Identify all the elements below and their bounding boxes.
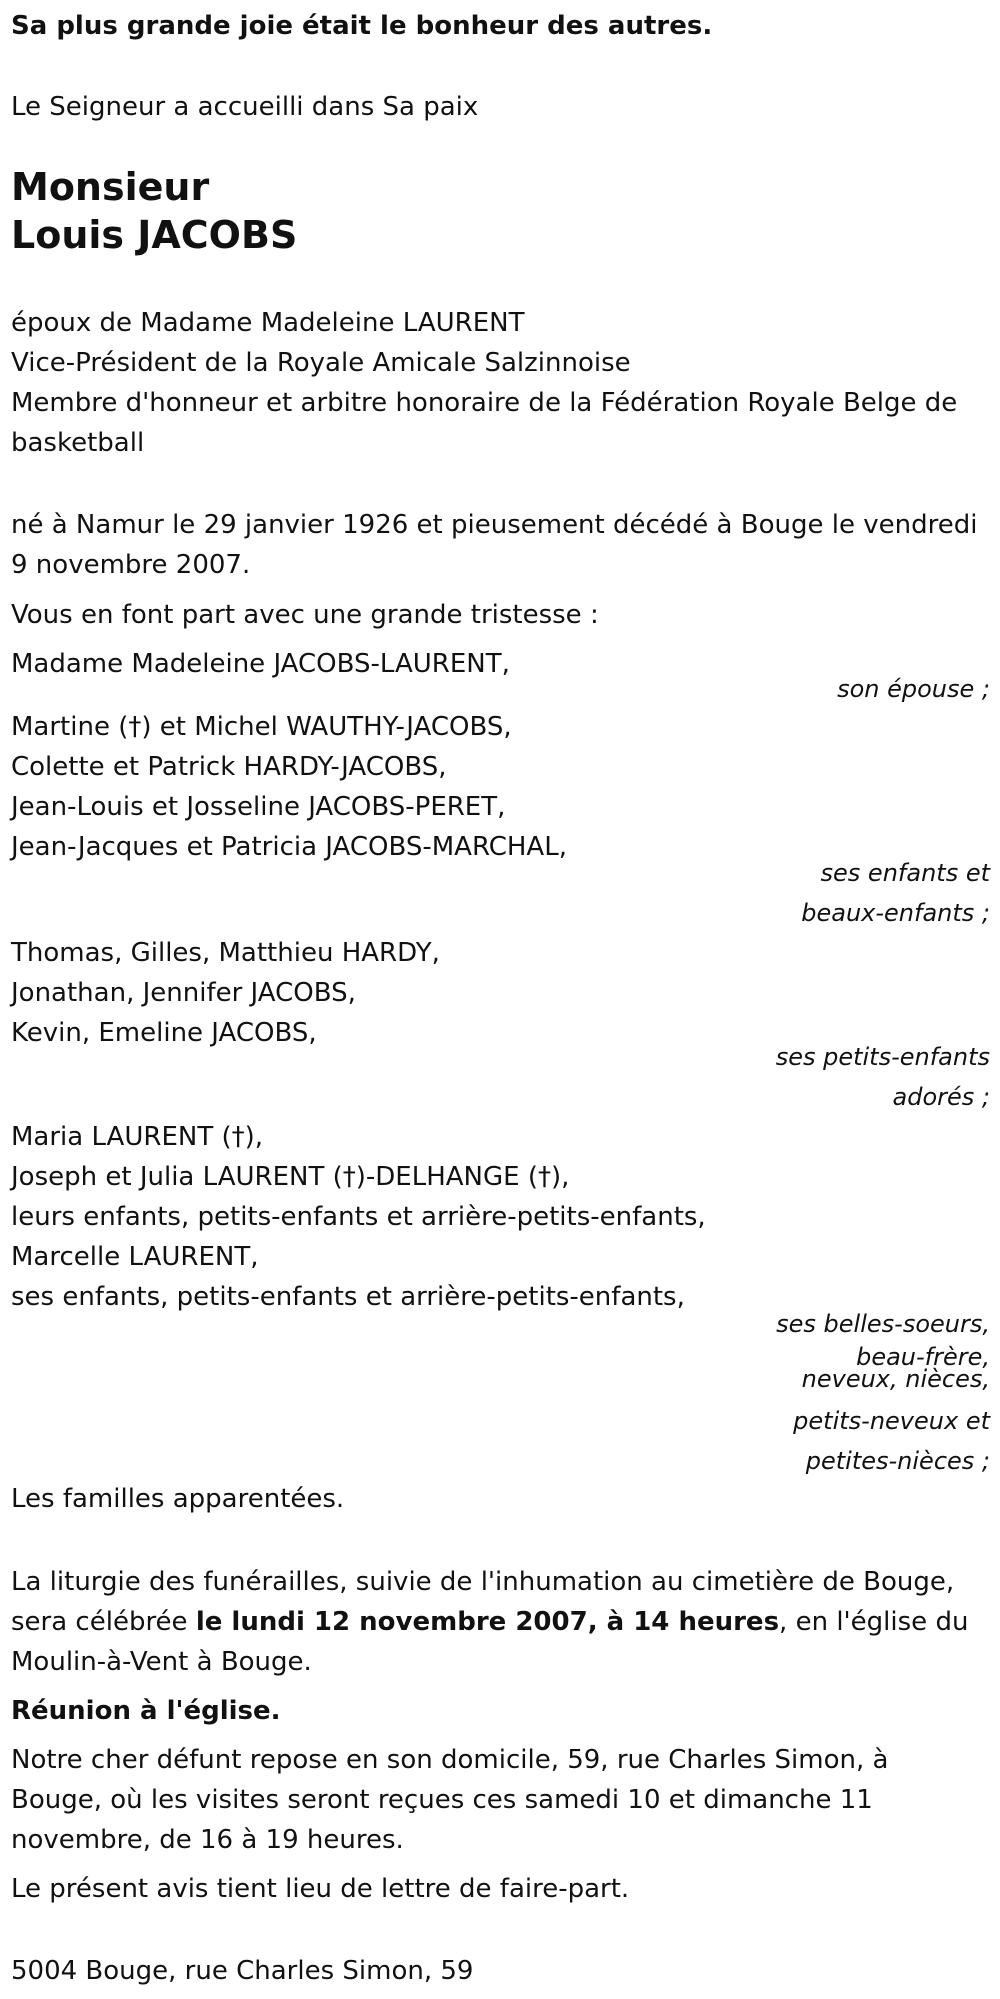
rest-line: novembre, de 16 à 19 heures.: [11, 1825, 404, 1855]
announce-text: Vous en font part avec une grande tristesse :: [11, 600, 599, 630]
birth-death-line: 9 novembre 2007.: [11, 550, 251, 580]
rest-line: Notre cher défunt repose en son domicile, 59, rue Charles Simon, à: [11, 1745, 889, 1775]
funeral-line: La liturgie des funérailles, suivie de l'inhumation au cimetière de Bouge,: [11, 1567, 955, 1597]
inlaw-name: Maria LAURENT (†),: [11, 1122, 264, 1152]
child-name: Colette et Patrick HARDY-JACOBS,: [11, 752, 447, 782]
grandchild-name: Jonathan, Jennifer JACOBS,: [11, 978, 356, 1008]
inlaws-role: neveux, nièces,: [801, 1365, 990, 1393]
address-text: 5004 Bouge, rue Charles Simon, 59: [11, 1956, 474, 1986]
grandchildren-role: adorés ;: [892, 1083, 990, 1111]
title-name: Louis JACOBS: [11, 213, 298, 257]
rest-line: Bouge, où les visites seront reçues ces samedi 10 et dimanche 11: [11, 1785, 873, 1815]
grandchild-name: Thomas, Gilles, Matthieu HARDY,: [11, 938, 440, 968]
families-text: Les familles apparentées.: [11, 1484, 345, 1514]
meeting-text: Réunion à l'église.: [11, 1696, 281, 1726]
title-line: époux de Madame Madeleine LAURENT: [11, 308, 525, 338]
title-honorific: Monsieur: [11, 165, 210, 209]
title-line: basketball: [11, 428, 145, 458]
funeral-date-suffix: , en l'église du: [779, 1607, 969, 1637]
spouse-name: Madame Madeleine JACOBS-LAURENT,: [11, 649, 510, 679]
inlaws-role: beau-frère,: [856, 1343, 990, 1371]
title-line: Membre d'honneur et arbitre honoraire de la Fédération Royale Belge de: [11, 388, 958, 418]
birth-death-line: né à Namur le 29 janvier 1926 et pieusement décédé à Bouge le vendredi: [11, 510, 978, 540]
notice-text: Le présent avis tient lieu de lettre de faire-part.: [11, 1874, 630, 1904]
funeral-line: [11, 1602, 968, 1642]
inlaw-name: ses enfants, petits-enfants et arrière-petits-enfants,: [11, 1282, 685, 1312]
inlaws-role: petites-nièces ;: [805, 1447, 990, 1475]
inlaw-name: Marcelle LAURENT,: [11, 1242, 259, 1272]
inlaw-name: leurs enfants, petits-enfants et arrière-petits-enfants,: [11, 1202, 706, 1232]
grandchild-name: Kevin, Emeline JACOBS,: [11, 1018, 317, 1048]
title-line: Vice-Président de la Royale Amicale Salzinnoise: [11, 348, 631, 378]
children-role: beaux-enfants ;: [801, 899, 990, 927]
funeral-line: Moulin-à-Vent à Bouge.: [11, 1647, 312, 1677]
grandchildren-role: ses petits-enfants: [775, 1043, 990, 1071]
funeral-date-prefix: sera célébrée: [11, 1607, 196, 1637]
inlaw-name: Joseph et Julia LAURENT (†)-DELHANGE (†),: [11, 1162, 570, 1192]
funeral-date: le lundi 12 novembre 2007, à 14 heures: [195, 1607, 780, 1637]
child-name: Jean-Jacques et Patricia JACOBS-MARCHAL,: [11, 832, 567, 862]
children-role: ses enfants et: [820, 859, 990, 887]
spouse-role: son épouse ;: [837, 675, 990, 703]
child-name: Jean-Louis et Josseline JACOBS-PERET,: [11, 792, 506, 822]
motto: Sa plus grande joie était le bonheur des autres.: [11, 11, 713, 41]
child-name: Martine (†) et Michel WAUTHY-JACOBS,: [11, 712, 512, 742]
intro-text: Le Seigneur a accueilli dans Sa paix: [11, 92, 479, 122]
inlaws-role: petits-neveux et: [793, 1407, 990, 1435]
inlaws-role: ses belles-soeurs,: [776, 1310, 990, 1338]
